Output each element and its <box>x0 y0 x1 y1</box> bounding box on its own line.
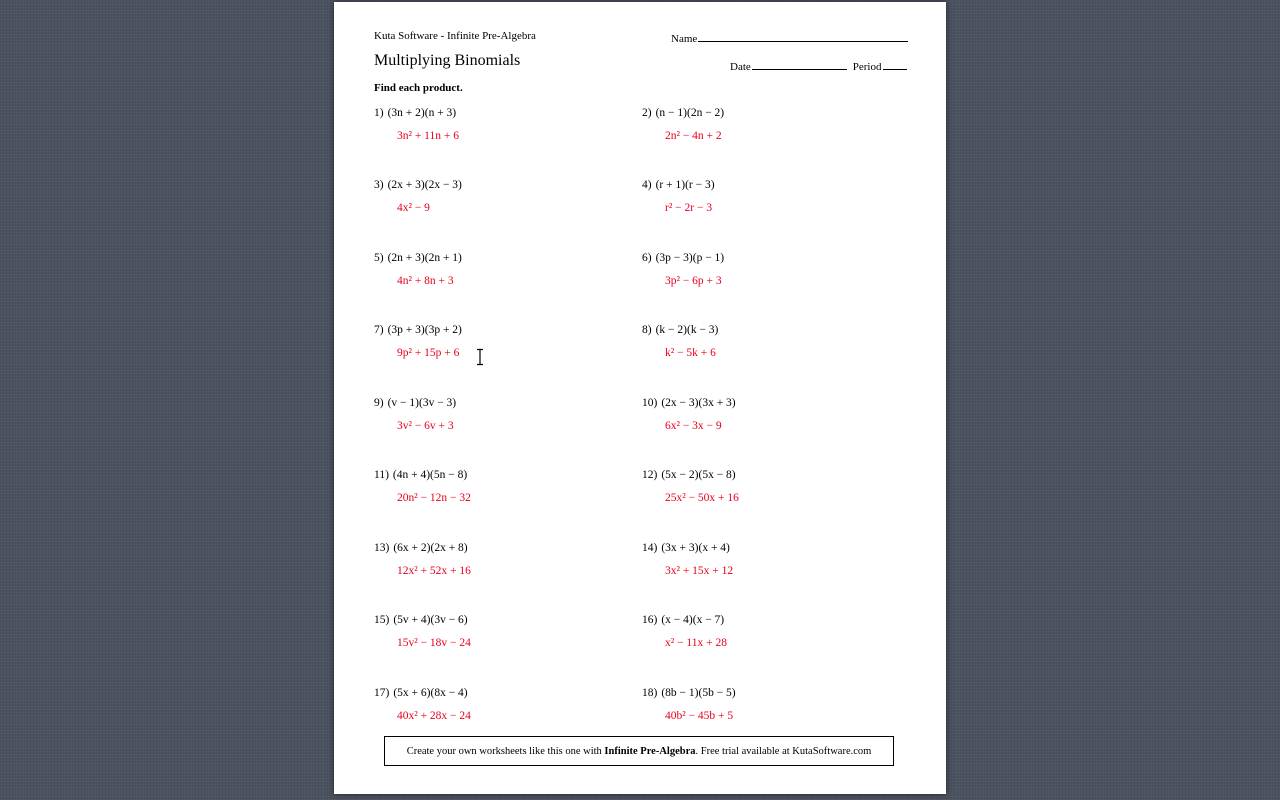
problem-answer: 4x² − 9 <box>397 202 430 214</box>
footer-text-after: . Free trial available at KutaSoftware.com <box>695 746 872 757</box>
worksheet-page <box>334 2 946 794</box>
problem-question: (v − 1)(3v − 3) <box>387 397 457 409</box>
date-period-field <box>730 58 907 73</box>
problem-item <box>642 107 902 142</box>
date-label: Date <box>730 61 751 73</box>
problem-item <box>642 542 902 577</box>
problem-answer: k² − 5k + 6 <box>665 347 716 359</box>
problem-question: (5x + 6)(8x − 4) <box>393 687 468 699</box>
problem-number: 3) <box>374 179 384 191</box>
problem-item <box>642 469 902 504</box>
problem-question: (n − 1)(2n − 2) <box>655 107 725 119</box>
problem-answer: 3n² + 11n + 6 <box>397 130 459 142</box>
problem-number: 9) <box>374 397 384 409</box>
problem-number: 5) <box>374 252 384 264</box>
problem-answer: 4n² + 8n + 3 <box>397 275 454 287</box>
problem-number: 1) <box>374 107 384 119</box>
name-field <box>671 30 908 45</box>
problem-number: 14) <box>642 542 658 554</box>
problem-answer: 20n² − 12n − 32 <box>397 492 471 504</box>
footer-product-name: Infinite Pre-Algebra <box>604 746 696 757</box>
problem-item <box>374 469 634 504</box>
problem-item <box>642 324 902 359</box>
problem-item <box>642 252 902 287</box>
problem-question: (2x + 3)(2x − 3) <box>387 179 462 191</box>
problem-question: (2n + 3)(2n + 1) <box>387 252 462 264</box>
problem-item <box>374 687 634 722</box>
problem-item <box>374 542 634 577</box>
problem-number: 15) <box>374 614 390 626</box>
problem-question: (k − 2)(k − 3) <box>655 324 719 336</box>
problem-number: 4) <box>642 179 652 191</box>
problem-item <box>374 252 634 287</box>
problem-answer: 12x² + 52x + 16 <box>397 565 471 577</box>
problem-answer: 15v² − 18v − 24 <box>397 637 471 649</box>
problem-item <box>642 179 902 214</box>
problem-answer: 2n² − 4n + 2 <box>665 130 722 142</box>
problem-number: 12) <box>642 469 658 481</box>
problem-item <box>642 614 902 649</box>
problem-number: 18) <box>642 687 658 699</box>
problem-question: (3p − 3)(p − 1) <box>655 252 725 264</box>
footer-text-before: Create your own worksheets like this one with <box>406 746 605 757</box>
problem-question: (5v + 4)(3v − 6) <box>393 614 468 626</box>
name-blank-line <box>698 30 908 42</box>
problem-number: 10) <box>642 397 658 409</box>
problem-question: (x − 4)(x − 7) <box>661 614 725 626</box>
period-blank-line <box>883 58 907 70</box>
problem-answer: 40x² + 28x − 24 <box>397 710 471 722</box>
problem-answer: 9p² + 15p + 6 <box>397 347 460 359</box>
problem-number: 8) <box>642 324 652 336</box>
problem-answer: x² − 11x + 28 <box>665 637 727 649</box>
problem-question: (8b − 1)(5b − 5) <box>661 687 736 699</box>
problem-answer: 3v² − 6v + 3 <box>397 420 454 432</box>
problem-question: (6x + 2)(2x + 8) <box>393 542 468 554</box>
problem-answer: 6x² − 3x − 9 <box>665 420 722 432</box>
problem-number: 7) <box>374 324 384 336</box>
problem-item <box>374 397 634 432</box>
problem-item <box>374 614 634 649</box>
problem-answer: 40b² − 45b + 5 <box>665 710 734 722</box>
problem-question: (2x − 3)(3x + 3) <box>661 397 736 409</box>
text-cursor-icon <box>475 348 485 366</box>
problem-number: 2) <box>642 107 652 119</box>
problem-number: 6) <box>642 252 652 264</box>
problem-number: 11) <box>374 469 389 481</box>
problem-question: (3n + 2)(n + 3) <box>387 107 457 119</box>
problem-question: (3p + 3)(3p + 2) <box>387 324 462 336</box>
instructions: Find each product. <box>374 82 463 94</box>
name-label: Name <box>671 33 698 45</box>
problem-number: 17) <box>374 687 390 699</box>
period-label: Period <box>852 61 882 73</box>
problem-item <box>374 107 634 142</box>
publisher-label: Kuta Software - Infinite Pre-Algebra <box>374 30 536 42</box>
date-blank-line <box>752 58 847 70</box>
worksheet-title: Multiplying Binomials <box>374 52 521 69</box>
problem-item <box>374 324 634 359</box>
promo-footer-box <box>384 736 894 766</box>
problem-answer: 3p² − 6p + 3 <box>665 275 722 287</box>
problem-question: (4n + 4)(5n − 8) <box>392 469 468 481</box>
problem-item <box>642 397 902 432</box>
problem-answer: r² − 2r − 3 <box>665 202 713 214</box>
problem-item <box>642 687 902 722</box>
problem-question: (5x − 2)(5x − 8) <box>661 469 736 481</box>
problem-answer: 25x² − 50x + 16 <box>665 492 739 504</box>
problem-number: 16) <box>642 614 658 626</box>
problem-answer: 3x² + 15x + 12 <box>665 565 734 577</box>
problem-question: (r + 1)(r − 3) <box>655 179 715 191</box>
problem-number: 13) <box>374 542 390 554</box>
problem-question: (3x + 3)(x + 4) <box>661 542 730 554</box>
problem-item <box>374 179 634 214</box>
